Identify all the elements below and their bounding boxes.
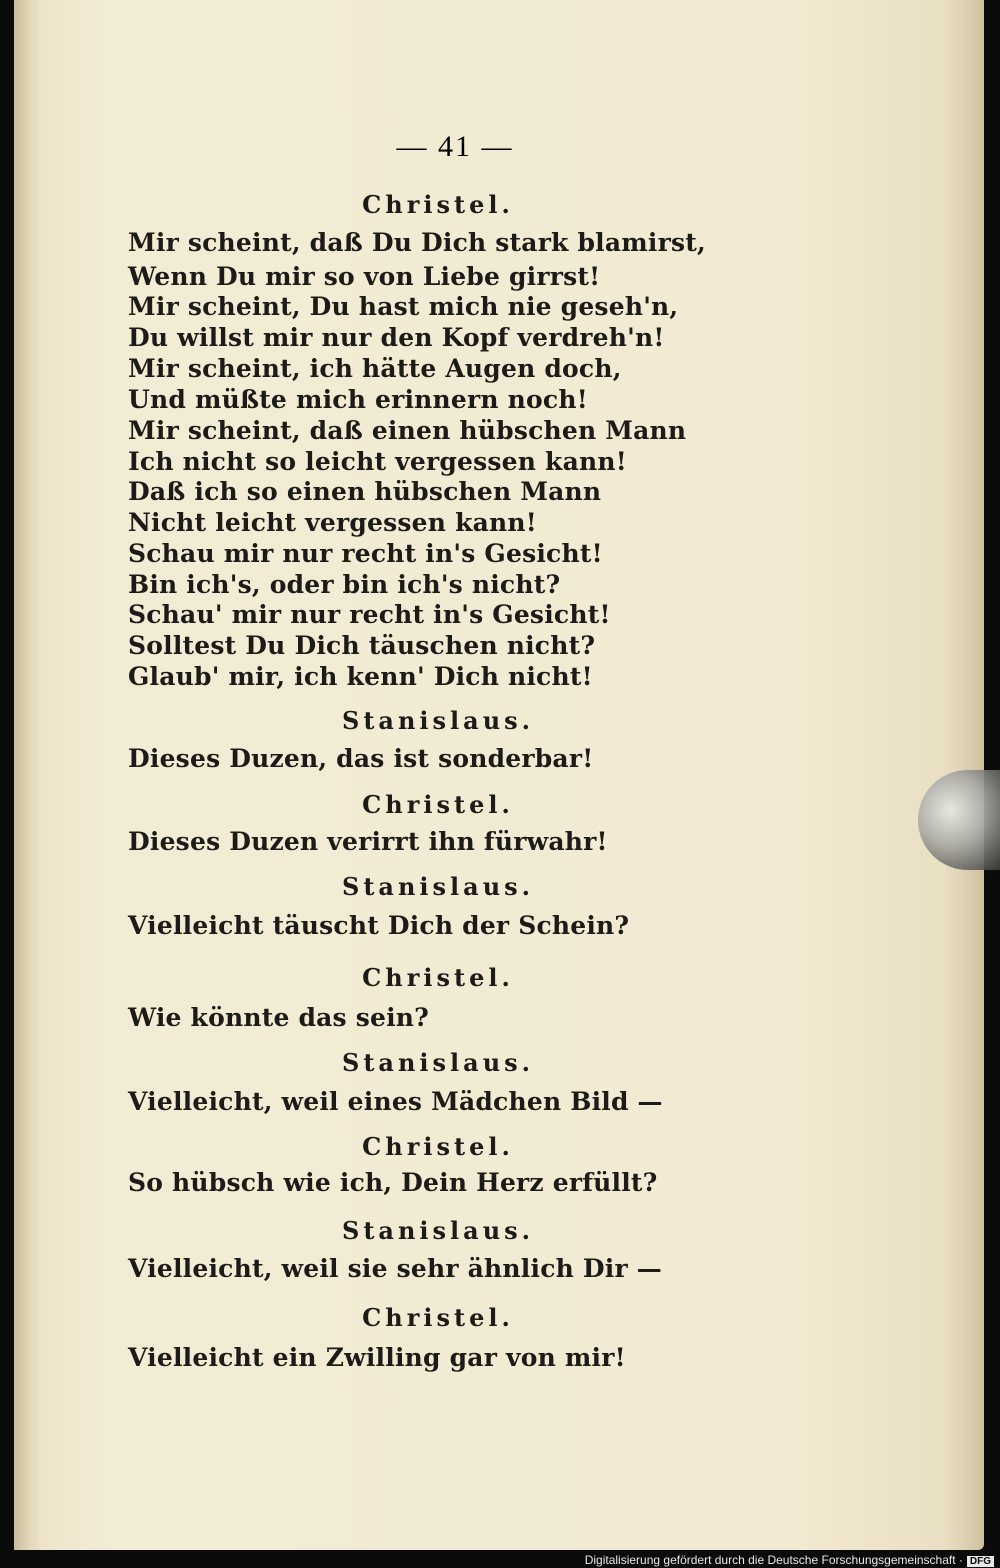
verse-line: Vielleicht ein Zwilling gar von mir! (128, 1343, 626, 1372)
speaker-name: Christel. (362, 963, 514, 992)
verse-line: Vielleicht, weil sie sehr ähnlich Dir — (128, 1254, 662, 1283)
verse-line: So hübsch wie ich, Dein Herz erfüllt? (128, 1168, 658, 1197)
verse-line: Glaub' mir, ich kenn' Dich nicht! (128, 662, 593, 691)
page-number: — 41 — (396, 130, 514, 163)
verse-line: Wie könnte das sein? (128, 1003, 430, 1032)
verse-line: Bin ich's, oder bin ich's nicht? (128, 570, 561, 599)
verse-line: Wenn Du mir so von Liebe girrst! (128, 262, 601, 291)
verse-line: Mir scheint, Du hast mich nie geseh'n, (128, 292, 679, 321)
speaker-name: Christel. (362, 1132, 514, 1161)
verse-line: Nicht leicht vergessen kann! (128, 508, 537, 537)
verse-line: Vielleicht, weil eines Mädchen Bild — (128, 1087, 663, 1116)
verse-line: Schau' mir nur recht in's Gesicht! (128, 600, 611, 629)
verse-line: Mir scheint, ich hätte Augen doch, (128, 354, 622, 383)
page-gutter (14, 0, 40, 1550)
verse-line: Dieses Duzen verirrt ihn fürwahr! (128, 827, 608, 856)
dfg-logo-badge: DFG (967, 1556, 994, 1567)
digitization-credit (585, 1553, 994, 1567)
speaker-name: Christel. (362, 190, 514, 219)
speaker-name: Stanislaus. (341, 872, 535, 901)
verse-line: Daß ich so einen hübschen Mann (128, 477, 602, 506)
verse-line: Dieses Duzen, das ist sonderbar! (128, 744, 594, 773)
speaker-name: Christel. (362, 1303, 514, 1332)
verse-line: Vielleicht täuscht Dich der Schein? (128, 911, 630, 940)
verse-line: Mir scheint, daß Du Dich stark blamirst, (128, 228, 706, 257)
speaker-name: Christel. (362, 790, 514, 819)
verse-line: Solltest Du Dich täuschen nicht? (128, 631, 596, 660)
verse-line: Schau mir nur recht in's Gesicht! (128, 539, 603, 568)
credit-text: Digitalisierung gefördert durch die Deutsche Forschungsgemeinschaft · (584, 1553, 963, 1567)
verse-line: Und müßte mich erinnern noch! (128, 385, 588, 414)
verse-line: Ich nicht so leicht vergessen kann! (128, 447, 627, 476)
speaker-name: Stanislaus. (341, 1216, 535, 1245)
verse-line: Mir scheint, daß einen hübschen Mann (128, 416, 687, 445)
speaker-name: Stanislaus. (341, 706, 535, 735)
speaker-name: Stanislaus. (341, 1048, 535, 1077)
verse-line: Du willst mir nur den Kopf verdreh'n! (128, 323, 665, 352)
